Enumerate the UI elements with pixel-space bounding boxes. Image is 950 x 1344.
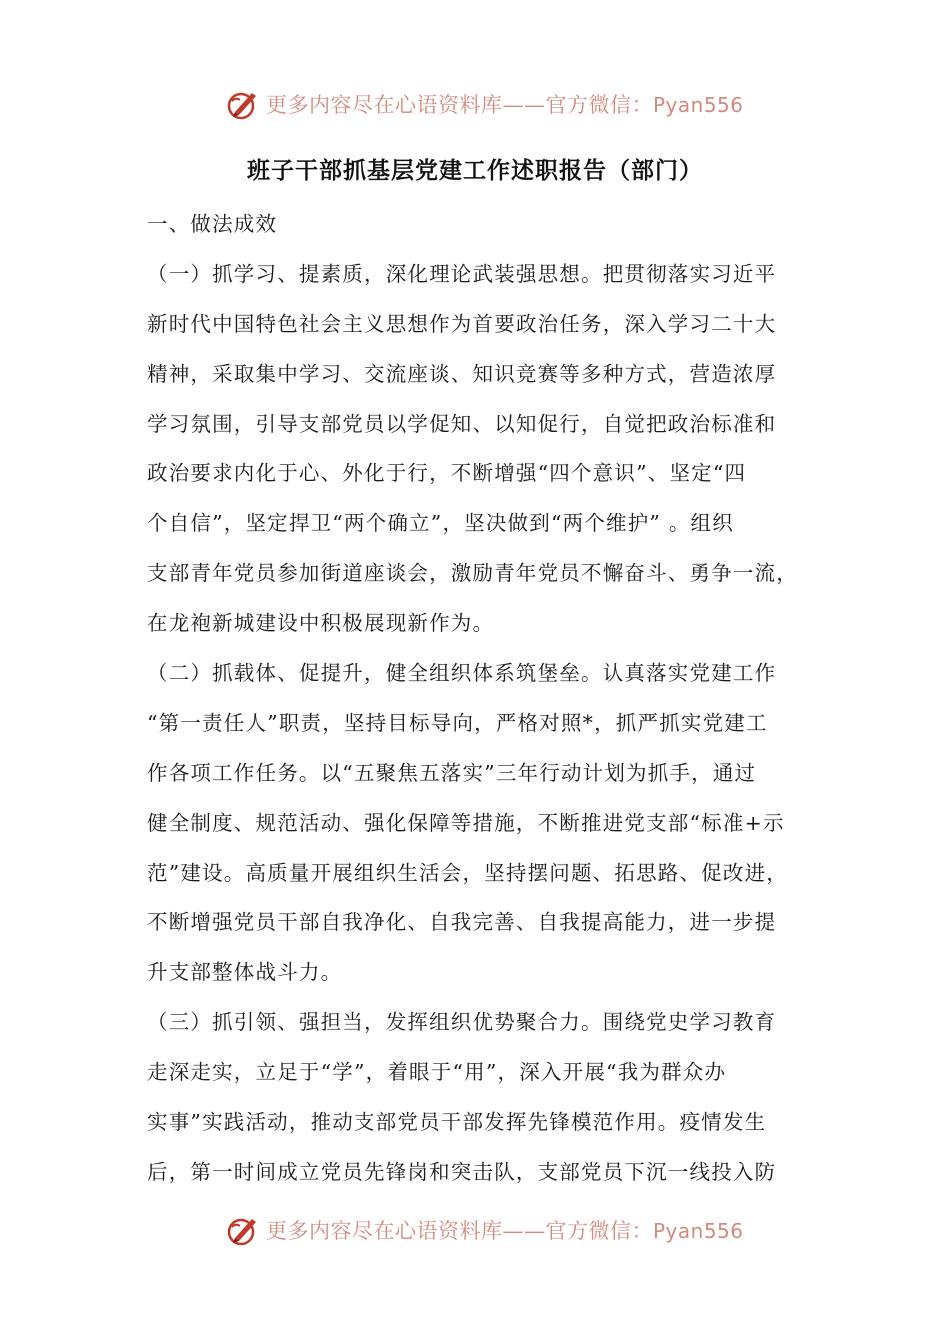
watermark-handle: Pyan556 xyxy=(653,93,744,117)
body-line: 个自信”，坚定捍卫“两个确立”，坚决做到“两个维护” 。组织 xyxy=(147,511,734,536)
watermark-text xyxy=(266,89,744,119)
body-line: 健全制度、规范活动、强化保障等措施，不断推进党支部“标准+示 xyxy=(147,810,785,835)
document-title: 班子干部抓基层党建工作述职报告（部门） xyxy=(247,157,703,184)
body-line: 走深走实，立足于“学”，着眼于“用”，深入开展“我为群众办 xyxy=(147,1060,727,1085)
body-line: 在龙袍新城建设中积极展现新作为。 xyxy=(147,611,495,636)
watermark-banner-top xyxy=(0,82,950,126)
body-line: 升支部整体战斗力。 xyxy=(147,960,343,985)
body-line: 支部青年党员参加街道座谈会，激励青年党员不懈奋斗、勇争一流， xyxy=(147,561,798,586)
body-line: （一）抓学习、提素质，深化理论武装强思想。把贯彻落实习近平 xyxy=(147,261,777,286)
body-line: 范”建设。高质量开展组织生活会，坚持摆问题、拓思路、促改进， xyxy=(147,860,788,885)
watermark-slogan: 更多内容尽在心语资料库——官方微信： xyxy=(266,1219,653,1243)
body-line: 政治要求内化于心、外化于行，不断增强“四个意识”、坚定“四 xyxy=(147,461,747,486)
pen-logo-icon xyxy=(226,87,260,121)
body-line: （三）抓引领、强担当，发挥组织优势聚合力。围绕党史学习教育 xyxy=(147,1010,777,1035)
body-line: 实事”实践活动，推动支部党员干部发挥先锋模范作用。疫情发生 xyxy=(147,1110,767,1135)
pen-logo-icon xyxy=(226,1213,260,1247)
body-line: 学习氛围，引导支部党员以学促知、以知促行，自觉把政治标准和 xyxy=(147,411,777,436)
body-line: 新时代中国特色社会主义思想作为首要政治任务，深入学习二十大 xyxy=(147,311,777,336)
watermark-banner-bottom xyxy=(0,1208,950,1252)
body-line: 作各项工作任务。以“五聚焦五落实”三年行动计划为抓手，通过 xyxy=(147,760,757,785)
body-line: 不断增强党员干部自我净化、自我完善、自我提高能力，进一步提 xyxy=(147,910,777,935)
body-line: 后，第一时间成立党员先锋岗和突击队，支部党员下沉一线投入防 xyxy=(147,1159,777,1184)
body-line: “第一责任人”职责，坚持目标导向，严格对照*，抓严抓实党建工 xyxy=(147,710,768,735)
watermark-slogan: 更多内容尽在心语资料库——官方微信： xyxy=(266,93,653,117)
section-heading: 一、做法成效 xyxy=(147,212,278,236)
watermark-text xyxy=(266,1215,744,1245)
document-body xyxy=(147,200,837,1198)
body-line: 精神，采取集中学习、交流座谈、知识竞赛等多种方式，营造浓厚 xyxy=(147,361,777,386)
watermark-handle: Pyan556 xyxy=(653,1219,744,1243)
body-line: （二）抓载体、促提升，健全组织体系筑堡垒。认真落实党建工作 xyxy=(147,661,777,686)
